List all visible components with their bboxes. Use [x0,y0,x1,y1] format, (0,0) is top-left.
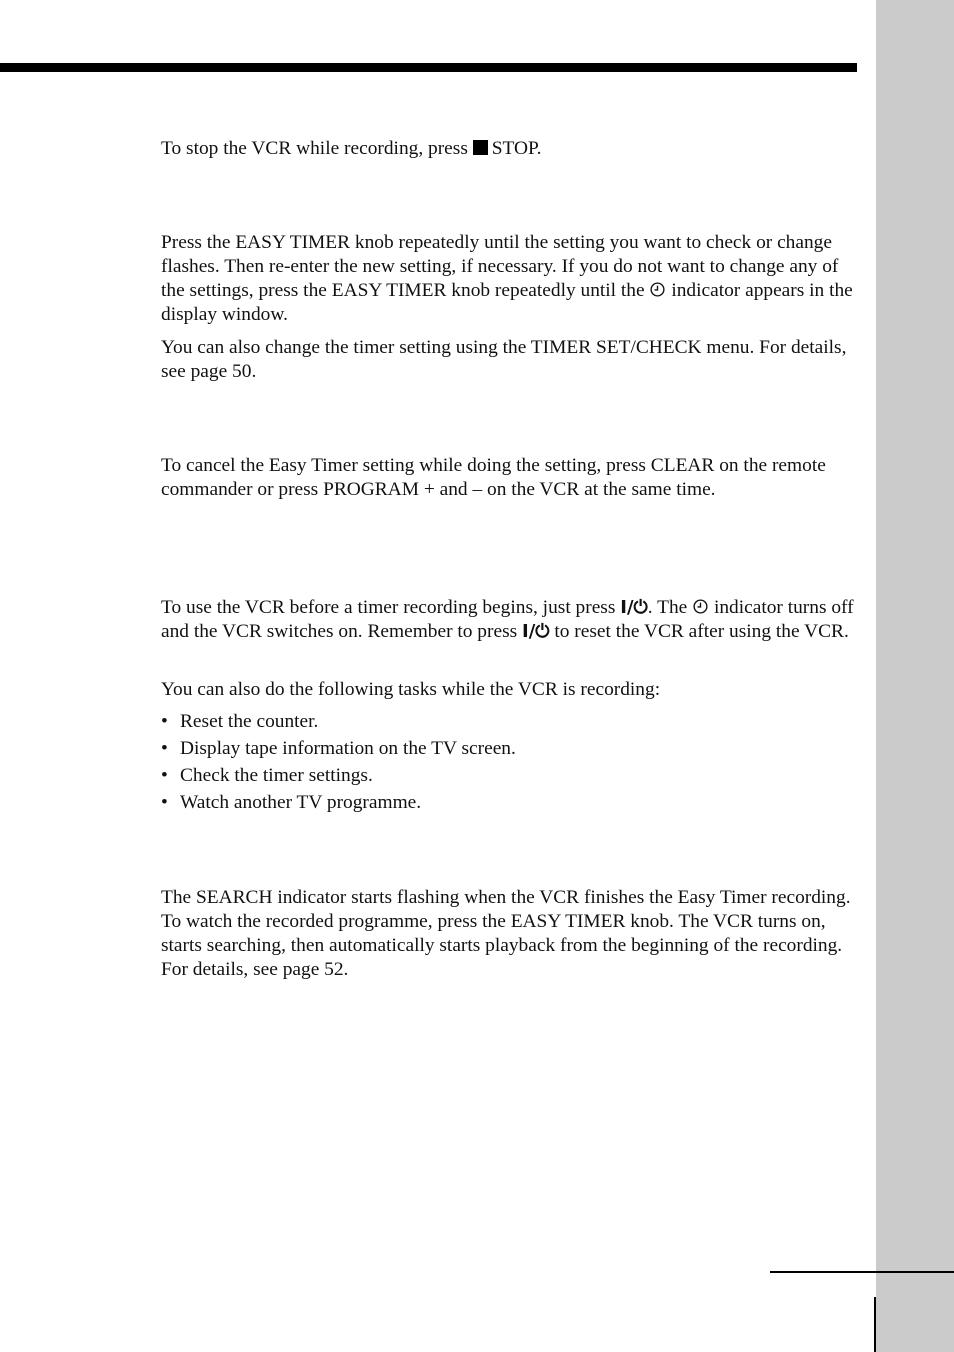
timer-clock-icon [649,281,666,298]
tasks-intro-paragraph: You can also do the following tasks while the VCR is recording: [161,679,661,700]
timer-menu-paragraph: You can also change the timer setting using the TIMER SET/CHECK menu. For details, see page 50. [161,337,847,382]
list-item: • Display tape information on the TV screen. [161,738,516,759]
change-setting-paragraph: Press the EASY TIMER knob repeatedly until the setting you want to check or change flashes. Then re-enter the new setting, if necessary. If you do not want to change any of the settings, press the EASY TIMER knob repeatedly until the indicator appears in the display window. [161,232,853,325]
stop-square-icon [473,140,488,155]
cancel-paragraph: To cancel the Easy Timer setting while doing the setting, press CLEAR on the remote commander or press PROGRAM + and – on the VCR at the same time. [161,455,826,500]
tasks-list [161,710,861,818]
power-icon: I/⏻ [522,621,550,642]
footer-rule [770,1271,954,1273]
side-index-tab [876,0,954,1352]
footer-divider [874,1297,876,1352]
power-icon: I/⏻ [620,597,648,618]
list-item: • Reset the counter. [161,711,319,732]
use-vcr-paragraph: To use the VCR before a timer recording begins, just press I/⏻. The indicator turns off and the VCR switches on. Remember to press I/⏻ to reset the VCR after using the VCR. [161,597,854,642]
search-paragraph: The SEARCH indicator starts flashing when the VCR finishes the Easy Timer recording. To watch the recorded programme, press the EASY TIMER knob. The VCR turns on, starts searching, then automatically starts playback from the beginning of the recording. For details, see page 52. [161,887,851,980]
header-rule [0,63,857,72]
list-item: • Watch another TV programme. [161,792,422,813]
stop-paragraph: To stop the VCR while recording, press STOP. [161,138,542,159]
timer-clock-icon [692,598,709,615]
list-item: • Check the timer settings. [161,765,373,786]
